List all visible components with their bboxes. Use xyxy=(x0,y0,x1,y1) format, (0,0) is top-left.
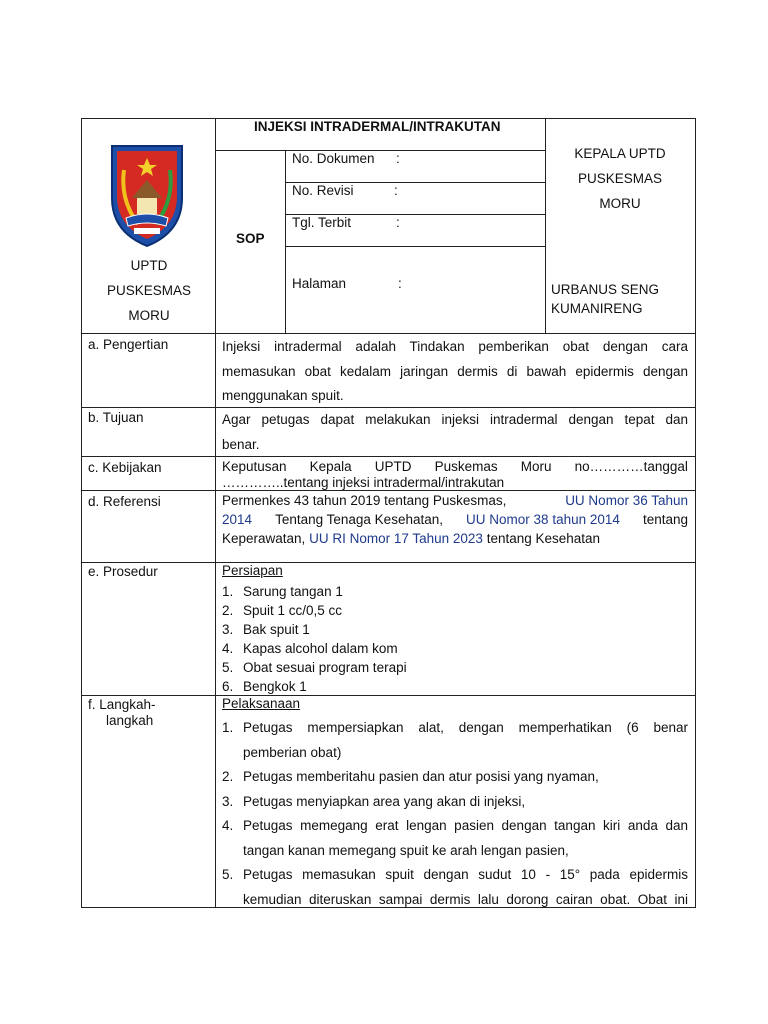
field-sep: : xyxy=(398,276,402,291)
word: Moru xyxy=(520,459,552,474)
regency-emblem-logo xyxy=(106,140,188,248)
list-item xyxy=(222,790,688,815)
ref-text: Keperawatan, xyxy=(222,531,306,546)
ref-link[interactable]: 2014 xyxy=(222,512,253,527)
head-name-line: KUMANIRENG xyxy=(551,301,643,316)
head-title-line: MORU xyxy=(599,196,641,211)
list-item-text: Obat sesuai program terapi xyxy=(243,660,407,675)
list-item-text: Kapas alcohol dalam kom xyxy=(243,641,398,656)
label-kebijakan: c. Kebijakan xyxy=(88,460,162,475)
ref-text: Permenkes 43 tahun 2019 tentang Puskesmas, xyxy=(222,493,507,508)
ref-text: tentang xyxy=(642,512,688,527)
field-no-dokumen: No. Dokumen xyxy=(292,151,375,166)
label-pengertian: a. Pengertian xyxy=(88,337,169,352)
field-tgl-terbit: Tgl. Terbit xyxy=(292,215,352,230)
document-title: INJEKSI INTRADERMAL/INTRAKUTAN xyxy=(254,119,501,134)
list-item-text: Petugas mempersiapkan alat, dengan memperhatikan (6 benar xyxy=(243,720,688,735)
border-d xyxy=(81,562,696,563)
field-no-revisi: No. Revisi xyxy=(292,183,354,198)
border-title-bottom xyxy=(215,150,545,151)
sop-label: SOP xyxy=(236,231,265,246)
border-left xyxy=(81,118,82,908)
border-b xyxy=(81,456,696,457)
list-item-text: Bak spuit 1 xyxy=(243,622,310,637)
border-row-3 xyxy=(285,246,545,247)
list-number: 1. xyxy=(222,720,234,735)
list-item: 5. Obat sesuai program terapi xyxy=(222,660,407,675)
ref-text: tentang Kesehatan xyxy=(486,531,601,546)
org-line: PUSKESMAS xyxy=(106,283,192,298)
list-item: 2. Spuit 1 cc/0,5 cc xyxy=(222,603,343,618)
ref-link[interactable]: UU Nomor 36 Tahun xyxy=(565,493,688,508)
border-col-1 xyxy=(215,118,216,908)
text-kebijakan-2: …………..tentang injeksi intradermal/intrakutan xyxy=(222,475,505,490)
label-prosedur: e. Prosedur xyxy=(88,564,158,579)
word: no…………tanggal xyxy=(574,459,688,474)
field-sep: : xyxy=(396,151,400,166)
border-right xyxy=(695,118,696,908)
text-referensi-2 xyxy=(222,512,688,527)
border-col-sop xyxy=(285,150,286,333)
list-item xyxy=(222,765,688,790)
list-item: 6. Bengkok 1 xyxy=(222,679,307,694)
word: Puskemas xyxy=(434,459,498,474)
list-item xyxy=(222,814,688,863)
list-item-text: Petugas memberitahu pasien dan atur posisi yang nyaman, xyxy=(243,769,599,784)
heading-persiapan: Persiapan xyxy=(222,563,283,578)
list-item-text: tangan kanan memegang spuit ke arah lengan pasien, xyxy=(243,842,569,858)
text-pengertian-2: memasukan obat kedalam jaringan dermis di bawah epidermis dengan xyxy=(222,363,688,379)
text-kebijakan-1 xyxy=(222,459,688,474)
list-number: 3. xyxy=(222,793,234,809)
label-tujuan: b. Tujuan xyxy=(88,410,144,425)
org-name xyxy=(106,253,192,328)
field-sep: : xyxy=(396,215,400,230)
list-number: 4. xyxy=(222,818,234,833)
list-item-text: kemudian diteruskan sampai dermis lalu dorong cairan obat. Obat ini xyxy=(243,891,688,907)
list-pelaksanaan xyxy=(222,716,688,912)
head-name-line: URBANUS SENG xyxy=(551,282,660,297)
text-pengertian-1: Injeksi intradermal adalah Tindakan pemberikan obat dengan cara xyxy=(222,339,688,354)
list-item-text: Petugas memegang erat lengan pasien dengan tangan kiri anda dan xyxy=(243,818,688,833)
head-name xyxy=(551,280,659,318)
list-number: 2. xyxy=(222,769,234,784)
text-pengertian-3: menggunakan spuit. xyxy=(222,388,344,403)
list-item xyxy=(222,716,688,765)
text-tujuan-2: benar. xyxy=(222,436,260,452)
label-langkah-1: f. Langkah- xyxy=(88,697,156,712)
word: Keputusan xyxy=(222,459,287,474)
head-title xyxy=(555,141,685,216)
org-line: UPTD xyxy=(130,258,168,273)
list-item-text: Petugas menyiapkan area yang akan di injeksi, xyxy=(243,793,526,809)
ref-link[interactable]: UU Nomor 38 tahun 2014 xyxy=(466,512,620,527)
field-halaman: Halaman xyxy=(292,276,347,291)
word: Kepala xyxy=(309,459,352,474)
border-header-bottom xyxy=(81,333,696,334)
label-langkah-2: langkah xyxy=(106,713,154,728)
word: UPTD xyxy=(374,459,412,474)
text-referensi-3 xyxy=(222,531,600,546)
head-title-line: PUSKESMAS xyxy=(577,171,663,186)
org-line: MORU xyxy=(128,308,170,323)
list-item: 4. Kapas alcohol dalam kom xyxy=(222,641,398,656)
label-referensi: d. Referensi xyxy=(88,494,161,509)
list-item xyxy=(222,863,688,912)
ref-link[interactable]: UU RI Nomor 17 Tahun 2023 xyxy=(309,531,483,546)
text-referensi-1 xyxy=(222,493,688,508)
border-c xyxy=(81,490,696,491)
list-item: 3. Bak spuit 1 xyxy=(222,622,310,637)
field-sep: : xyxy=(394,183,398,198)
list-item-text: Petugas memasukan spuit dengan sudut 10 - 15° pada epidermis xyxy=(243,867,688,882)
text-tujuan-1: Agar petugas dapat melakukan injeksi intradermal dengan tepat dan xyxy=(222,412,688,427)
head-title-line: KEPALA UPTD xyxy=(574,146,666,161)
ref-text: Tentang Tenaga Kesehatan, xyxy=(275,512,443,527)
list-item: 1. Sarung tangan 1 xyxy=(222,584,343,599)
list-item-text: Bengkok 1 xyxy=(243,679,307,694)
list-item-text: Sarung tangan 1 xyxy=(243,584,343,599)
border-col-head xyxy=(545,118,546,333)
list-persiapan xyxy=(222,582,407,696)
list-number: 5. xyxy=(222,867,234,882)
list-item-text: pemberian obat) xyxy=(243,744,342,760)
list-item-text: Spuit 1 cc/0,5 cc xyxy=(243,603,343,618)
heading-pelaksanaan: Pelaksanaan xyxy=(222,696,301,711)
